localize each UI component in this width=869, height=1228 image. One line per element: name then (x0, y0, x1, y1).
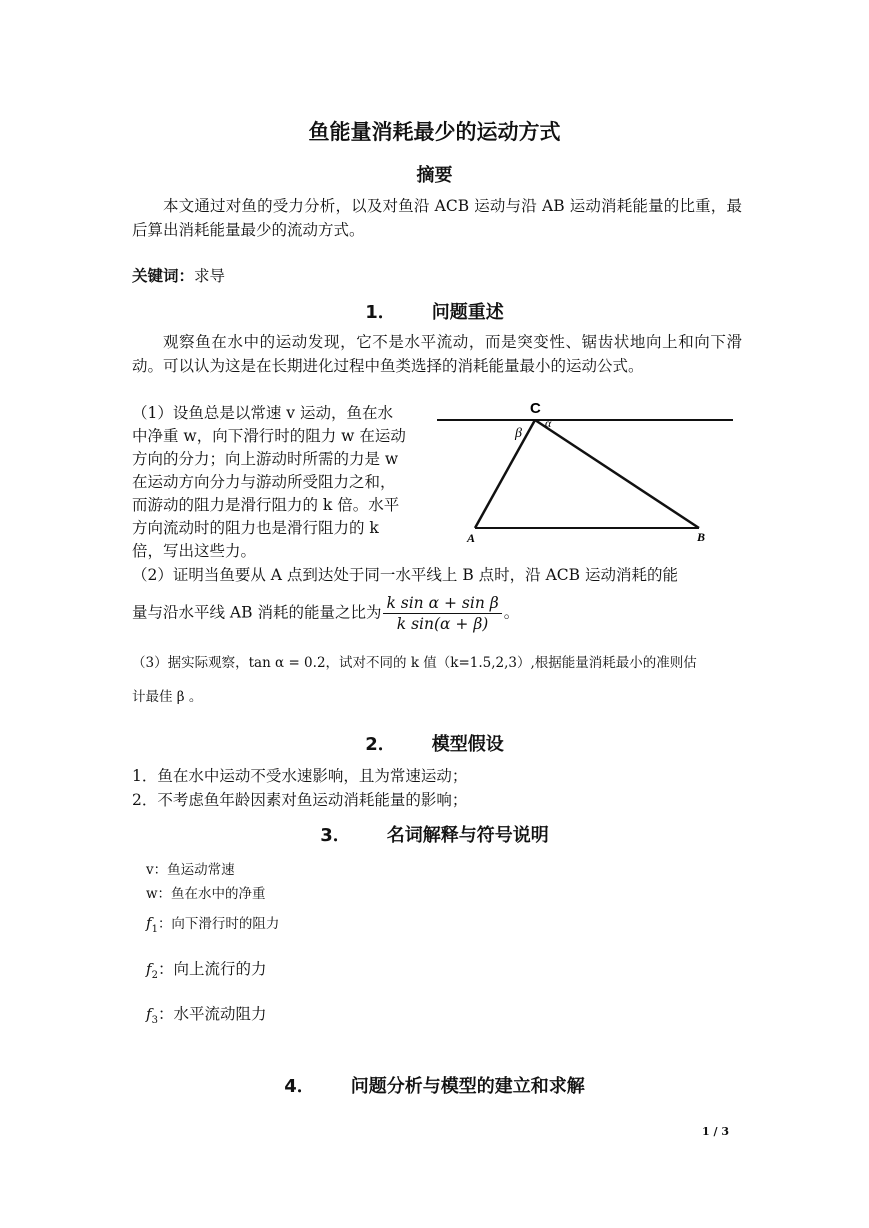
assumption-item: 1．鱼在水中运动不受水速影响，且为常速运动； (132, 767, 468, 785)
part1-line: 而游动的阻力是滑行阻力的 k 倍。水平 (132, 496, 400, 514)
problem-part2-line2 (132, 593, 519, 634)
section-title: 模型假设 (431, 734, 504, 755)
part1-line: 倍，写出这些力。 (132, 542, 257, 560)
fraction-numerator: k sin α + sin β (383, 593, 501, 614)
section-heading-2 (0, 730, 869, 756)
keywords (132, 264, 225, 286)
keywords-value: 求导 (194, 267, 226, 285)
section-heading-1 (0, 298, 869, 324)
symbol-f3 (146, 1002, 266, 1026)
fraction-denominator: k sin(α + β) (396, 615, 489, 633)
part1-line: 在运动方向分力与游动所受阻力之和， (132, 473, 396, 491)
assumptions-list (132, 764, 467, 812)
section-heading-3 (0, 821, 869, 847)
symbol-f2-desc: ：向上流行的力 (157, 960, 267, 978)
abstract-heading: 摘要 (416, 165, 453, 186)
symbol-f2 (146, 957, 266, 981)
line-ca (475, 420, 535, 528)
symbol-v: v：鱼运动常速 (146, 862, 235, 878)
symbol-f3-glyph: $f_3$ (146, 1005, 158, 1026)
part1-line: 中净重 w，向下滑行时的阻力 w 在运动 (132, 427, 406, 445)
part1-line: （1）设鱼总是以常速 v 运动，鱼在水 (132, 404, 393, 422)
page-number: 1 / 3 (702, 1125, 729, 1138)
section-title: 问题分析与模型的建立和求解 (350, 1076, 585, 1097)
abstract-text: 本文通过对鱼的受力分析，以及对鱼沿 ACB 运动与沿 AB 运动消耗能量的比重，最后算出消耗能量最少的流动方式。 (132, 197, 742, 239)
symbol-w: w：鱼在水中的净重 (146, 886, 266, 902)
document-title: 鱼能量消耗最少的运动方式 (308, 120, 561, 144)
symbol-f3-desc: ：水平流动阻力 (157, 1005, 267, 1023)
symbol-f1 (146, 912, 279, 935)
section-number: 3． (320, 825, 351, 846)
symbol-f2-glyph: $f_2$ (146, 960, 158, 981)
section-title: 名词解释与符号说明 (386, 825, 549, 846)
symbol-f1-glyph: $f_1$ (146, 914, 158, 935)
part2-end: 。 (503, 603, 520, 622)
section-number: 2． (365, 734, 396, 755)
section-number: 4． (284, 1076, 315, 1097)
part1-line: 方向的分力；向上游动时所需的力是 w (132, 450, 399, 468)
section-heading-4 (0, 1072, 869, 1098)
triangle-diagram (437, 395, 737, 545)
problem-intro: 观察鱼在水中的运动发现，它不是水平流动，而是突变性、锯齿状地向上和向下滑动。可以认为这是在长期进化过程中鱼类选择的消耗能量最小的运动公式。 (132, 333, 742, 375)
part3-line1: （3）据实际观察，tan α = 0.2，试对不同的 k 值（k=1.5,2,3）,根据能量消耗最小的准则估 (132, 655, 697, 671)
symbol-f1-desc: ：向下滑行时的阻力 (157, 916, 280, 932)
line-cb (535, 420, 699, 528)
part1-line: 方向流动时的阻力也是滑行阻力的 k (132, 519, 379, 537)
label-c: C (530, 400, 541, 417)
label-beta: β (515, 426, 522, 441)
energy-ratio-fraction (383, 593, 501, 634)
label-a: A (467, 531, 476, 545)
label-alpha: α (545, 416, 552, 430)
problem-part2-line1: （2）证明当鱼要从 A 点到达处于同一水平线上 B 点时，沿 ACB 运动消耗的能 (132, 566, 678, 584)
label-b: B (697, 530, 706, 544)
problem-part1 (132, 402, 406, 563)
assumption-item: 2．不考虑鱼年龄因素对鱼运动消耗能量的影响； (132, 791, 468, 809)
part2-text: 量与沿水平线 AB 消耗的能量之比为 (132, 603, 382, 622)
section-number: 1． (365, 302, 396, 323)
keywords-label: 关键词： (132, 267, 195, 285)
section-title: 问题重述 (431, 302, 504, 323)
problem-part3 (132, 646, 747, 714)
part3-line2: 计最佳 β 。 (132, 689, 203, 705)
